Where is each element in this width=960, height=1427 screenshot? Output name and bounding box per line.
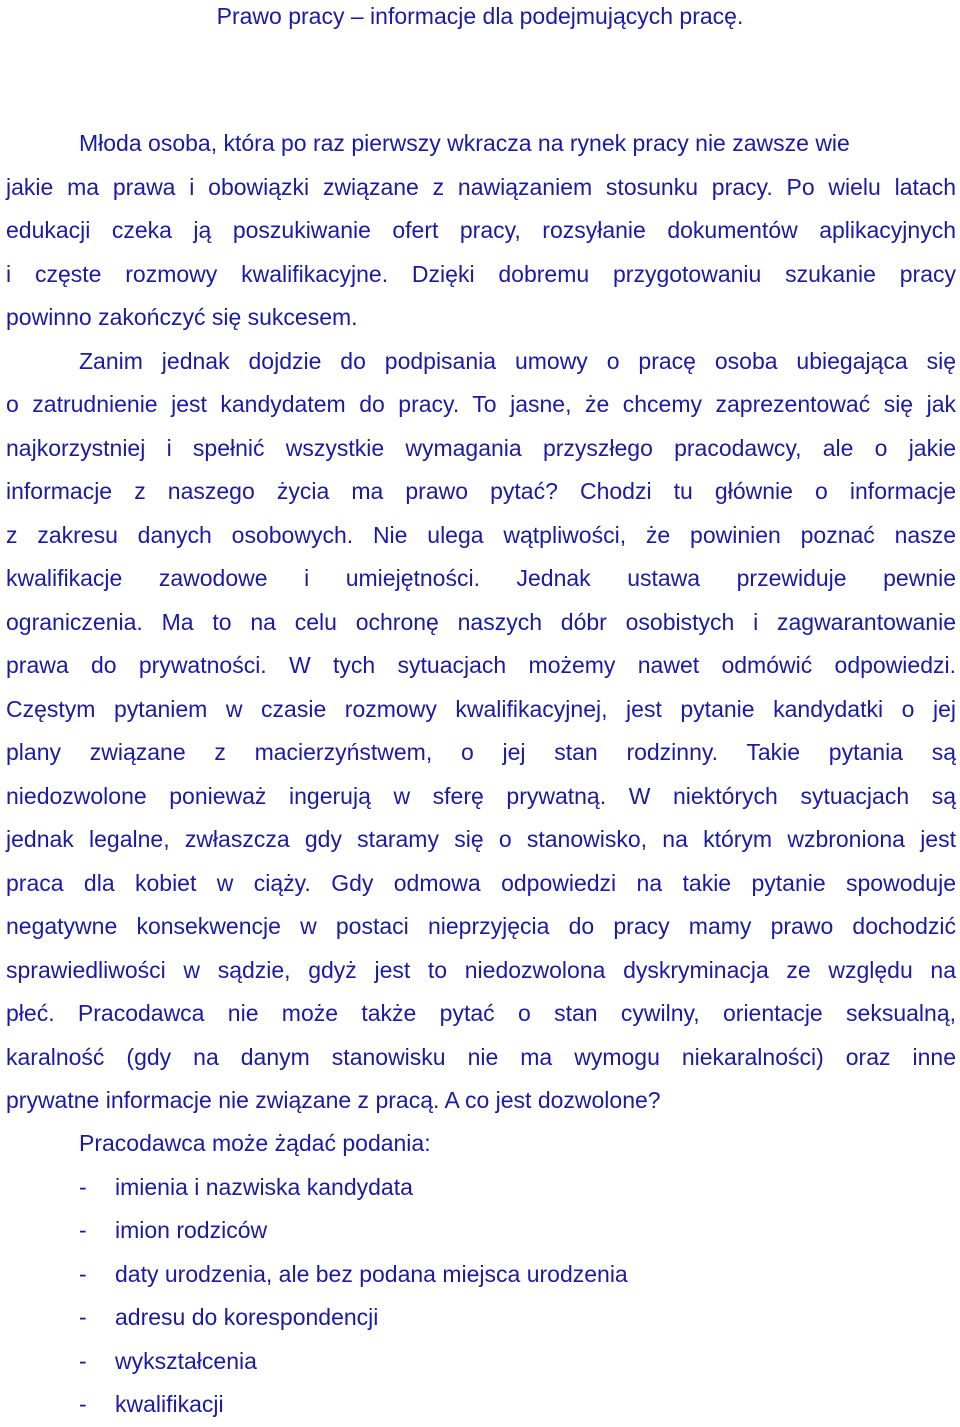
document-title: Prawo pracy – informacje dla podejmujących pracę. [216, 3, 744, 29]
text-line: jednak legalne, zwłaszcza gdy staramy się o stanowisko, na którym wzbroniona jest [6, 826, 956, 852]
text-line: informacje z naszego życia ma prawo pytać? Chodzi tu głównie o informacje [6, 478, 956, 504]
list-item-text: adresu do korespondencji [115, 1304, 379, 1330]
text-line: powinno zakończyć się sukcesem. [6, 304, 358, 330]
text-line: negatywne konsekwencje w postaci nieprzyjęcia do pracy mamy prawo dochodzić [6, 913, 956, 939]
list-item [6, 1296, 906, 1340]
list-dash: - [79, 1304, 87, 1330]
text-line: Częstym pytaniem w czasie rozmowy kwalifikacyjnej, jest pytanie kandydatki o jej [6, 695, 956, 722]
list-item-text: imion rodziców [115, 1217, 268, 1243]
text-line: najkorzystniej i spełnić wszystkie wymagania przyszłego pracodawcy, ale o jakie [6, 434, 956, 461]
list-dash: - [79, 1173, 87, 1200]
text-line: prywatne informacje nie związane z pracą. A co jest dozwolone? [6, 1087, 661, 1113]
text-line: sprawiedliwości w sądzie, gdyż jest to niedozwolona dyskryminacja ze względu na [6, 956, 956, 983]
text-line: płeć. Pracodawca nie może także pytać o stan cywilny, orientacje seksualną, [6, 1000, 956, 1026]
list-dash: - [79, 1217, 87, 1243]
text-line: edukacji czeka ją poszukiwanie ofert pracy, rozsyłanie dokumentów aplikacyjnych [6, 217, 956, 243]
list-item-text: imienia i nazwiska kandydata [115, 1173, 413, 1200]
requirements-list [6, 1122, 906, 1427]
text-line: kwalifikacje zawodowe i umiejętności. Jednak ustawa przewiduje pewnie [6, 565, 956, 591]
list-dash: - [79, 1347, 87, 1374]
text-line: ograniczenia. Ma to na celu ochronę naszych dóbr osobistych i zagwarantowanie [6, 608, 956, 635]
text-line: i częste rozmowy kwalifikacyjne. Dzięki dobremu przygotowaniu szukanie pracy [6, 260, 956, 287]
text-line: praca dla kobiet w ciąży. Gdy odmowa odpowiedzi na takie pytanie spowoduje [6, 869, 956, 896]
list-item-text: wykształcenia [115, 1347, 257, 1374]
text-line: prawa do prywatności. W tych sytuacjach możemy nawet odmówić odpowiedzi. [6, 652, 956, 678]
list-item [6, 1253, 906, 1297]
text-line: z zakresu danych osobowych. Nie ulega wątpliwości, że powinien poznać nasze [6, 521, 956, 548]
text-line: plany związane z macierzyństwem, o jej stan rodzinny. Takie pytania są [6, 739, 956, 765]
text-line: Młoda osoba, która po raz pierwszy wkracza na rynek pracy nie zawsze wie [79, 130, 850, 156]
list-item [6, 1209, 906, 1253]
list-item [6, 1340, 906, 1384]
text-line: jakie ma prawa i obowiązki związane z nawiązaniem stosunku pracy. Po wielu latach [6, 173, 956, 200]
text-line: Zanim jednak dojdzie do podpisania umowy o pracę osoba ubiegająca się [79, 347, 956, 374]
list-intro: Pracodawca może żądać podania: [79, 1130, 431, 1156]
document-body [6, 122, 956, 1123]
list-item [6, 1166, 906, 1210]
list-dash: - [79, 1260, 87, 1287]
list-item-text: kwalifikacji [115, 1391, 224, 1417]
text-line: o zatrudnienie jest kandydatem do pracy. To jasne, że chcemy zaprezentować się jak [6, 391, 956, 417]
list-dash: - [79, 1391, 87, 1417]
text-line: karalność (gdy na danym stanowisku nie ma wymogu niekaralności) oraz inne [6, 1043, 956, 1070]
list-item-text: daty urodzenia, ale bez podana miejsca urodzenia [115, 1260, 628, 1287]
text-line: niedozwolone ponieważ ingerują w sferę prywatną. W niektórych sytuacjach są [6, 782, 956, 809]
